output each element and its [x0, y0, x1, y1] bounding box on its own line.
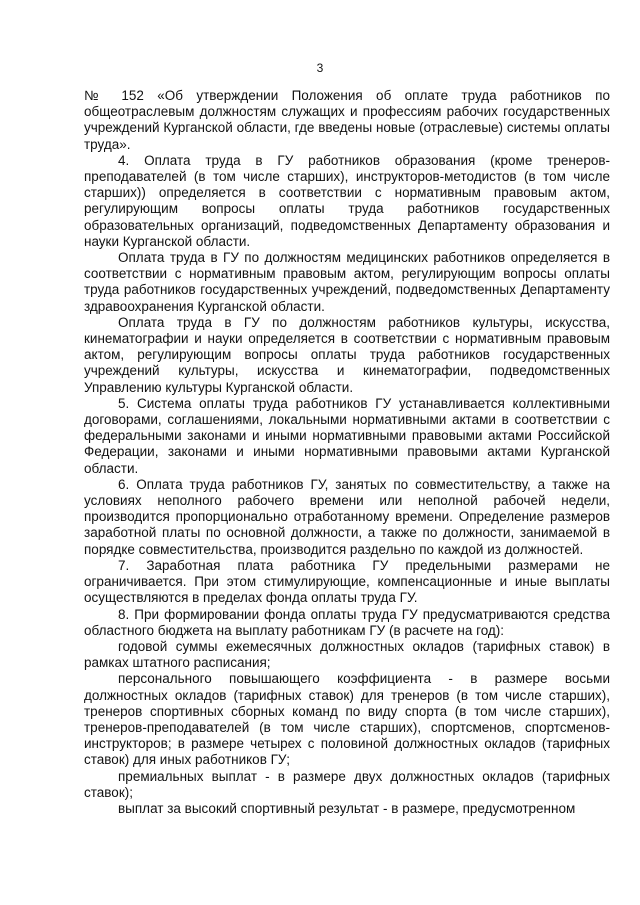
paragraph-sport-result-payments: выплат за высокий спортивный результат - в размере, предусмотренном [118, 800, 576, 816]
paragraph-7-salary-limits: 7. Заработная плата работника ГУ предельными размерами не ограничивается. При этом стимулирующие, компенсационные и иные выплаты осуществляются в пределах фонда оплаты труда ГУ. [84, 557, 610, 606]
paragraph-6-part-time-pay: 6. Оплата труда работников ГУ, занятых по совместительству, а также на условиях неполного рабочего времени или неполной рабочей недели, производится пропорционально отработанному времени. Определение размеров заработной платы по основной должности, а также по должности, занимаемой в порядке совместительства, производится раздельно по каждой из должностей. [84, 476, 610, 557]
paragraph-personal-coefficient: персонального повышающего коэффициента - в размере восьми должностных окладов (тарифных ставок) для тренеров (в том числе старших), тренеров спортивных сборных команд по виду спорта (в том числе старших), тренеров-преподавателей (в том числе старших), спортсменов, спортсменов-инструкторов; в размере четырех с половиной должностных окладов (тарифных ставок) для иных работников ГУ; [84, 671, 610, 768]
paragraph-8-payroll-fund: 8. При формировании фонда оплаты труда ГУ предусматриваются средства областного бюджета на выплату работникам ГУ (в расчете на год): [84, 606, 610, 638]
paragraph-medical-pay: Оплата труда в ГУ по должностям медицинских работников определяется в соответствии с нормативным правовым актом, регулирующим вопросы оплаты труда работников государственных учреждений, подведомственных Департаменту здравоохранения Курганской области. [84, 250, 610, 314]
paragraph-5-pay-system: 5. Система оплаты труда работников ГУ устанавливается коллективными договорами, соглашениями, локальными нормативными актами в соответствии с федеральными законами и иными нормативными правовыми актами Российской Федерации, законами и иными нормативными правовыми актами Курганской области. [84, 395, 610, 476]
paragraph-culture-pay: Оплата труда в ГУ по должностям работников культуры, искусства, кинематографии и науки определяется в соответствии с нормативным правовым актом, регулирующим вопросы оплаты труда работников государственных учреждений культуры, искусства и кинематографии, подведомственных Управлению культуры Курганской области. [84, 314, 610, 395]
paragraph-annual-salary-sum: годовой суммы ежемесячных должностных окладов (тарифных ставок) в рамках штатного расписания; [84, 638, 610, 671]
paragraph-bonus-payments: премиальных выплат - в размере двух должностных окладов (тарифных ставок); [84, 768, 610, 800]
page-number: 3 [316, 61, 324, 75]
paragraph-decree-reference: № 152 «Об утверждении Положения об оплате труда работников по общеотраслевым должностям служащих и профессиям рабочих государственных учреждений Курганской области, где введены новые (отраслевые) системы оплаты труда». [84, 88, 610, 152]
document-body [84, 88, 610, 817]
paragraph-4-education-pay: 4. Оплата труда в ГУ работников образования (кроме тренеров-преподавателей (в том числе старших), инструкторов-методистов (в том числе старших)) определяется в соответствии с нормативным правовым актом, регулирующим вопросы оплаты труда работников государственных образовательных организаций, подведомственных Департаменту образования и науки Курганской области. [84, 152, 610, 249]
